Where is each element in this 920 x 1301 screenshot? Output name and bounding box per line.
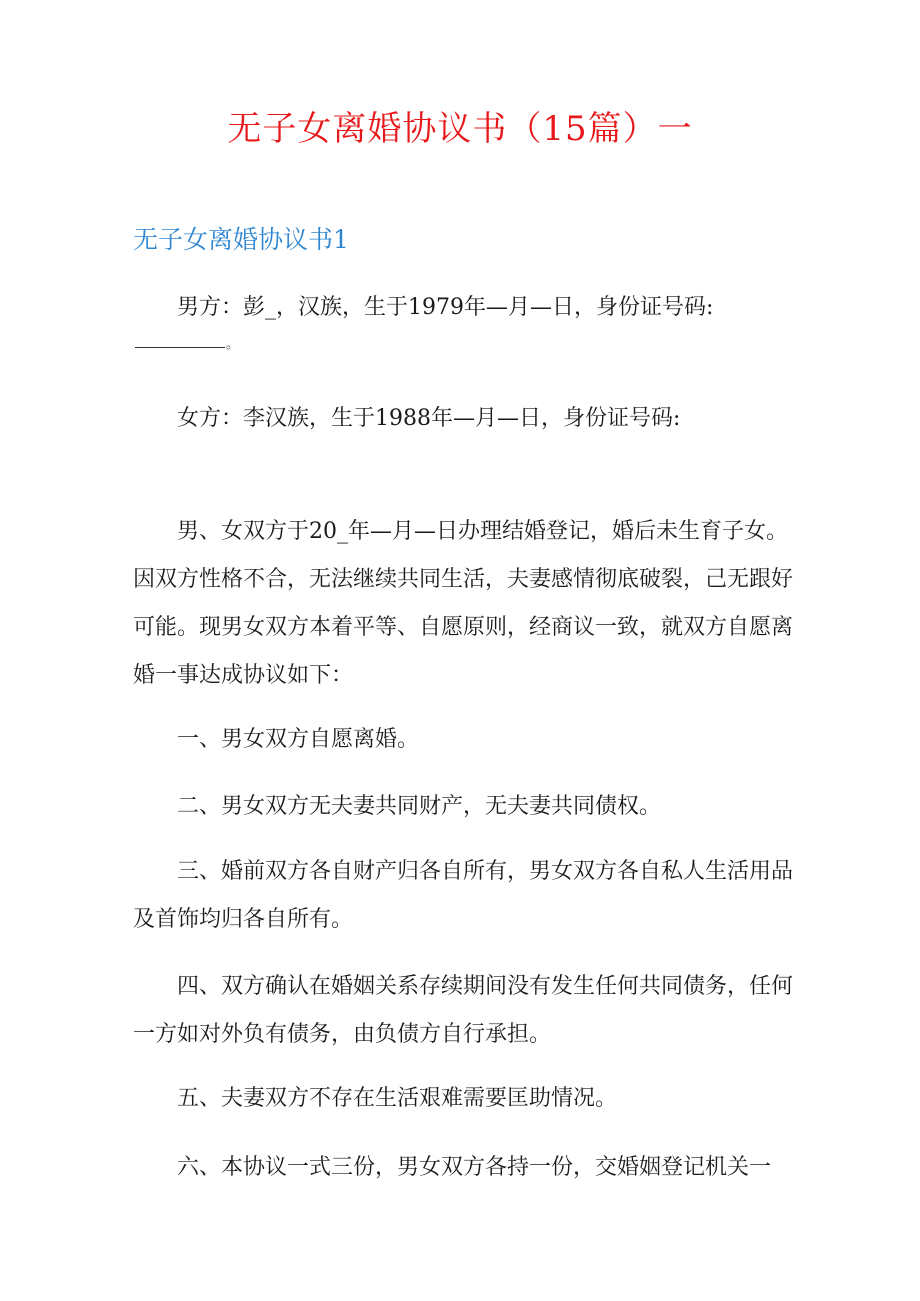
- paragraph-female-info: 女方：李汉族，生于1988年—月—日，身份证号码:: [177, 406, 681, 431]
- paragraph-intro: 男、女双方于20_年—月—日办理结婚登记，婚后未生育子女。因双方性格不合，无法继续共同生活，夫妻感情彻底破裂，己无跟好可能。现男女双方本着平等、自愿原则，经商议一致，就双方自愿离婚一事达成协议如下：: [133, 519, 794, 688]
- agreement-item-2: 二、男女双方无夫妻共同财产，无夫妻共同债权。: [177, 794, 662, 819]
- agreement-item-3: 三、婚前双方各自财产归各自所有，男女双方各自私人生活用品及首饰均归各自所有。: [133, 859, 794, 932]
- id-number-blank: [135, 347, 225, 348]
- document-title: 无子女离婚协议书（15篇）一: [227, 109, 693, 149]
- agreement-item-4: 四、双方确认在婚姻关系存续期间没有发生任何共同债务，任何一方如对外负有债务，由负债方自行承担。: [133, 974, 794, 1047]
- agreement-item-6: 六、本协议一式三份，男女双方各持一份，交婚姻登记机关一: [177, 1155, 772, 1180]
- paragraph-male-tail: 。: [226, 337, 240, 352]
- agreement-item-5: 五、夫妻双方不存在生活艰难需要匡助情况。: [177, 1086, 618, 1111]
- agreement-item-1: 一、男女双方自愿离婚。: [177, 727, 420, 752]
- paragraph-male-info: 男方：彭_，汉族，生于1979年—月—日，身份证号码:: [177, 295, 714, 320]
- section-title: 无子女离婚协议书1: [133, 225, 349, 254]
